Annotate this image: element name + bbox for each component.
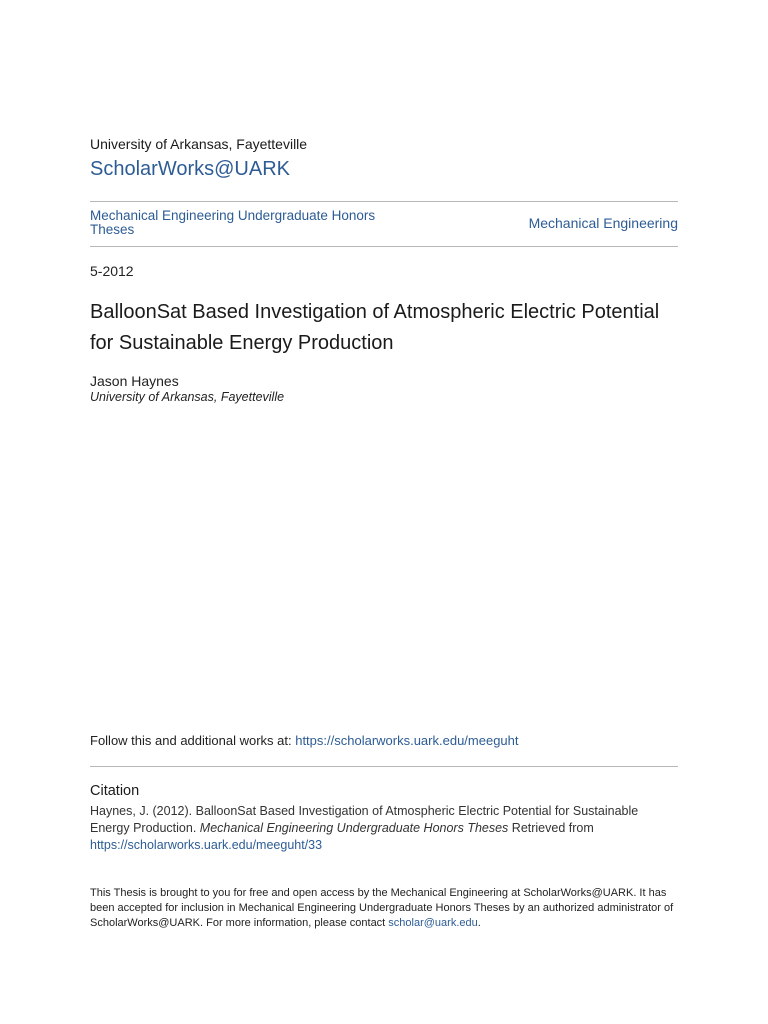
notice-text: This Thesis is brought to you for free and open access by the Mechanical Engineering at ScholarWorks@UARK. It has been accepted for inclusion in Mechanical Engineering Undergraduate Honors Theses by an authorized administrator of ScholarWorks@UARK. For more information, please contact xyxy=(90,887,674,929)
publication-date: 5-2012 xyxy=(90,263,134,279)
contact-email-link[interactable]: scholar@uark.edu xyxy=(388,917,478,929)
follow-line xyxy=(90,733,519,748)
divider-header xyxy=(90,246,678,247)
follow-url-link[interactable]: https://scholarworks.uark.edu/meeguht xyxy=(295,733,519,748)
citation-heading: Citation xyxy=(90,783,140,799)
author-name: Jason Haynes xyxy=(90,373,179,389)
department-link[interactable]: Mechanical Engineering xyxy=(528,215,678,231)
citation-text-end: Retrieved from xyxy=(508,821,594,835)
series-link[interactable]: Mechanical Engineering Undergraduate Honors Theses xyxy=(90,208,376,237)
divider-top xyxy=(90,201,678,202)
citation-text-start: Haynes, J. (2012). BalloonSat Based Investigation of Atmospheric Electric Potential for Sustainable Energy Production. xyxy=(90,804,639,835)
document-title: BalloonSat Based Investigation of Atmospheric Electric Potential for Sustainable Energy Production xyxy=(90,301,660,354)
institution-name: University of Arkansas, Fayetteville xyxy=(90,136,308,152)
notice-end: . xyxy=(477,917,481,929)
citation-text xyxy=(90,803,678,854)
citation-journal: Mechanical Engineering Undergraduate Honors Theses xyxy=(199,821,509,835)
cover-page xyxy=(90,0,678,1024)
citation-url-link[interactable]: https://scholarworks.uark.edu/meeguht/33 xyxy=(90,838,323,852)
access-notice xyxy=(90,886,678,931)
divider-citation xyxy=(90,766,678,767)
repository-link[interactable]: ScholarWorks@UARK xyxy=(90,158,290,180)
follow-label: Follow this and additional works at: xyxy=(90,733,296,748)
author-affiliation: University of Arkansas, Fayetteville xyxy=(90,390,285,404)
